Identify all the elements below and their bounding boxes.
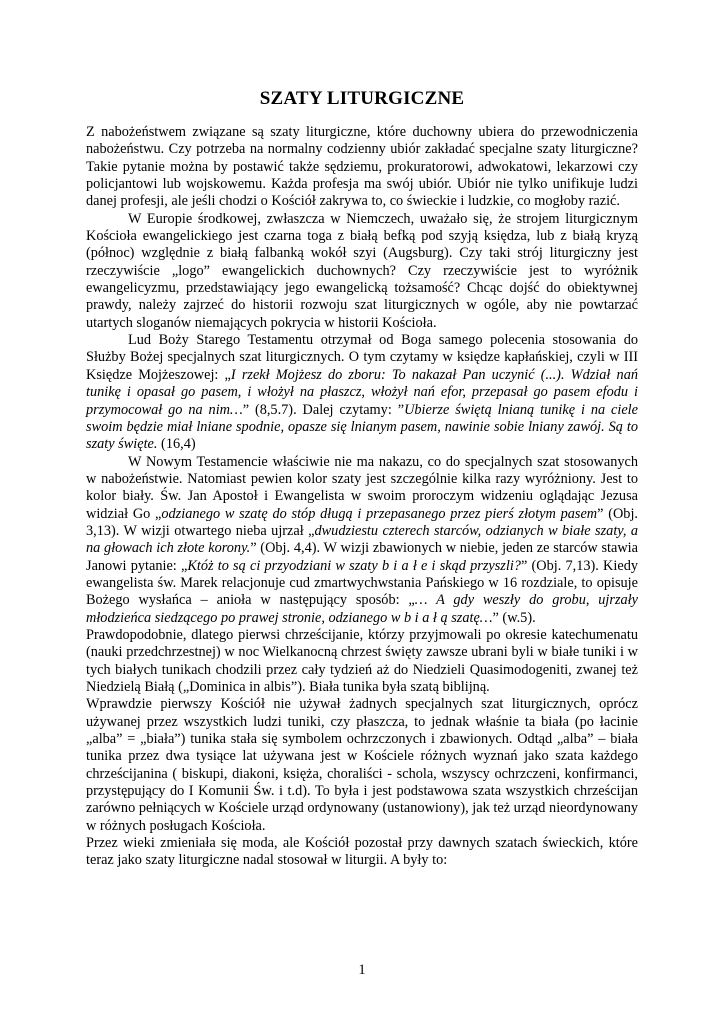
text-span: ” (Obj. 7,13). Kiedy ewangelista św. Marek relacjonuje cud zmartwychwstania Pańskiego w 16 rozdziale, to opisuje Bożego wysłańca – anioła w następujący sposób: „ bbox=[86, 557, 638, 609]
paragraph-europe: W Europie środkowej, zwłaszcza w Niemczech, uważało się, że strojem liturgicznym Kościoła ewangelickiego jest czarna toga z białą befką pod szyją księdza, lub z białą kryzą (północ) względnie z białą falbanką wokół szyi (Augsburg). Czy taki strój liturgiczny jest rzeczywiście „logo” ewangelickich duchownych? Czy rzeczywiście jest to wyróżnik ewangelicyzmu, przedstawiający jego ewangelicką tożsamość? Chcąc dojść do obiektywnej prawdy, należy zajrzeć do historii rozwoju szat liturgicznych w ogóle, aby nie powtarzać utartych sloganów niemających pokrycia w historii Kościoła. bbox=[86, 210, 638, 331]
text-span: W Nowym Testamencie właściwie nie ma nakazu, co do specjalnych szat stosowanych w nabożeństwie. Natomiast pewien kolor szaty jest szczególnie kilka razy wyróżniony. Jest to kolor biały. Św. Jan Apostoł i Ewangelista w swoim proroczym widzeniu oglądając Jezusa widział Go „ bbox=[86, 453, 638, 522]
page-number: 1 bbox=[358, 962, 366, 978]
scripture-quote: dwudziestu czterech starców, odzianych w białe szaty, a na głowach ich złote korony. bbox=[86, 522, 639, 557]
text-span: ” (Obj. 4,4). W wizji zbawionych w niebie, jeden ze starców stawia Janowi pytanie: „ bbox=[86, 540, 638, 574]
paragraph-intro: Z nabożeństwem związane są szaty liturgiczne, które duchowny ubiera do przewodniczenia nabożeństwu. Czy potrzeba na normalny codzienny ubiór zakładać specjalne szaty liturgiczne? Takie pytanie można by postawić także sędziemu, prokuratorowi, adwokatowi, lekarzowi czy policjantowi lub wojskowemu. Każda profesja ma swój ubiór. Ubiór nie tylko unifikuje ludzi danej profesji, ale jeśli chodzi o Kościół zakrywa to, co świeckie i ludzkie, co mogłoby razić. bbox=[86, 124, 638, 210]
page-title: SZATY LITURGICZNE bbox=[259, 88, 465, 109]
scripture-quote: odzianego w szatę do stóp długą i przepasanego przez pierś złotym pasem bbox=[161, 505, 598, 522]
paragraph-fashion: Przez wieki zmieniała się moda, ale Kościół pozostał przy dawnych szatach świeckich, które teraz jako szaty liturgiczne nadal stosował w liturgii. A były to: bbox=[86, 835, 638, 869]
paragraph-old-testament bbox=[86, 332, 638, 453]
text-span: Lud Boży Starego Testamentu otrzymał od Boga samego polecenia stosowania do Służby Bożej specjalnych szat liturgicznych. O tym czytamy w księdze kapłańskiej, czyli w III Księdze Mojżeszowej: „ bbox=[86, 332, 638, 383]
scripture-quote: I rzekł Mojżesz do zboru: To nakazał Pan uczynić (...). Wdział nań tunikę i opasał go pasem, i włożył na płaszcz, włożył nań efor, przepasał go pasem efodu i przymocował go na nim… bbox=[86, 366, 638, 418]
text-span: ” (Obj. 3,13). W wizji otwartego nieba ujrzał „ bbox=[86, 505, 638, 539]
text-span: ” (8,5.7). Dalej czytamy: ” bbox=[242, 401, 405, 418]
paragraph-alba: Wprawdzie pierwszy Kościół nie używał żadnych specjalnych szat liturgicznych, oprócz używanej przez wszystkich ludzi tuniki, czy płaszcza, to jednak właśnie ta biała (po łacinie „alba” = „biała”) tunika stała się symbolem ochrzczonych i zbawionych. Odtąd „alba” – biała tunika przez dwa tysiące lat używana jest w Kościele różnych wyznań jako szata każdego chrześcijanina ( biskupi, diakoni, księża, choraliści - schola, wszyscy ochrzczeni, konfirmanci, przystępujący do I Komunii Św. i t.d). To była i jest podstawowa szata wszystkich chrześcijan zarówno pełniących w Kościele urząd ordynowany (ustanowiony), jak też urząd nieordynowany w różnych posługach Kościoła. bbox=[86, 696, 638, 834]
text-span: ” (w.5). bbox=[492, 609, 536, 626]
scripture-quote: Któż to są ci przyodziani w szaty b i a ł e i skąd przyszli? bbox=[187, 557, 521, 574]
scripture-quote: Ubierze świętą lnianą tunikę i na ciele swoim będzie miał lniane spodnie, opasze się lnianym pasem, nawinie sobie lniany zawój. Są to szaty święte. bbox=[86, 401, 638, 453]
paragraph-new-testament bbox=[86, 454, 638, 627]
text-span: (16,4) bbox=[157, 436, 196, 453]
paragraph-baptism: Prawdopodobnie, dlatego pierwsi chrześcijanie, którzy przyjmowali po okresie katechumenatu (nauki przedchrzestnej) w noc Wielkanocną chrzest święty zawsze ubrani byli w białe tuniki i w tych białych tunikach chodzili przez cały tydzień aż do Niedzieli Quasimodogeniti, zwanej też Niedzielą Białą („Dominica in albis”). Biała tunika była szatą biblijną. bbox=[86, 626, 638, 695]
scripture-quote: … A gdy weszły do grobu, ujrzały młodzieńca siedzącego po prawej stronie, odzianego w b i a ł ą szatę… bbox=[86, 592, 638, 626]
document-body bbox=[86, 124, 638, 870]
